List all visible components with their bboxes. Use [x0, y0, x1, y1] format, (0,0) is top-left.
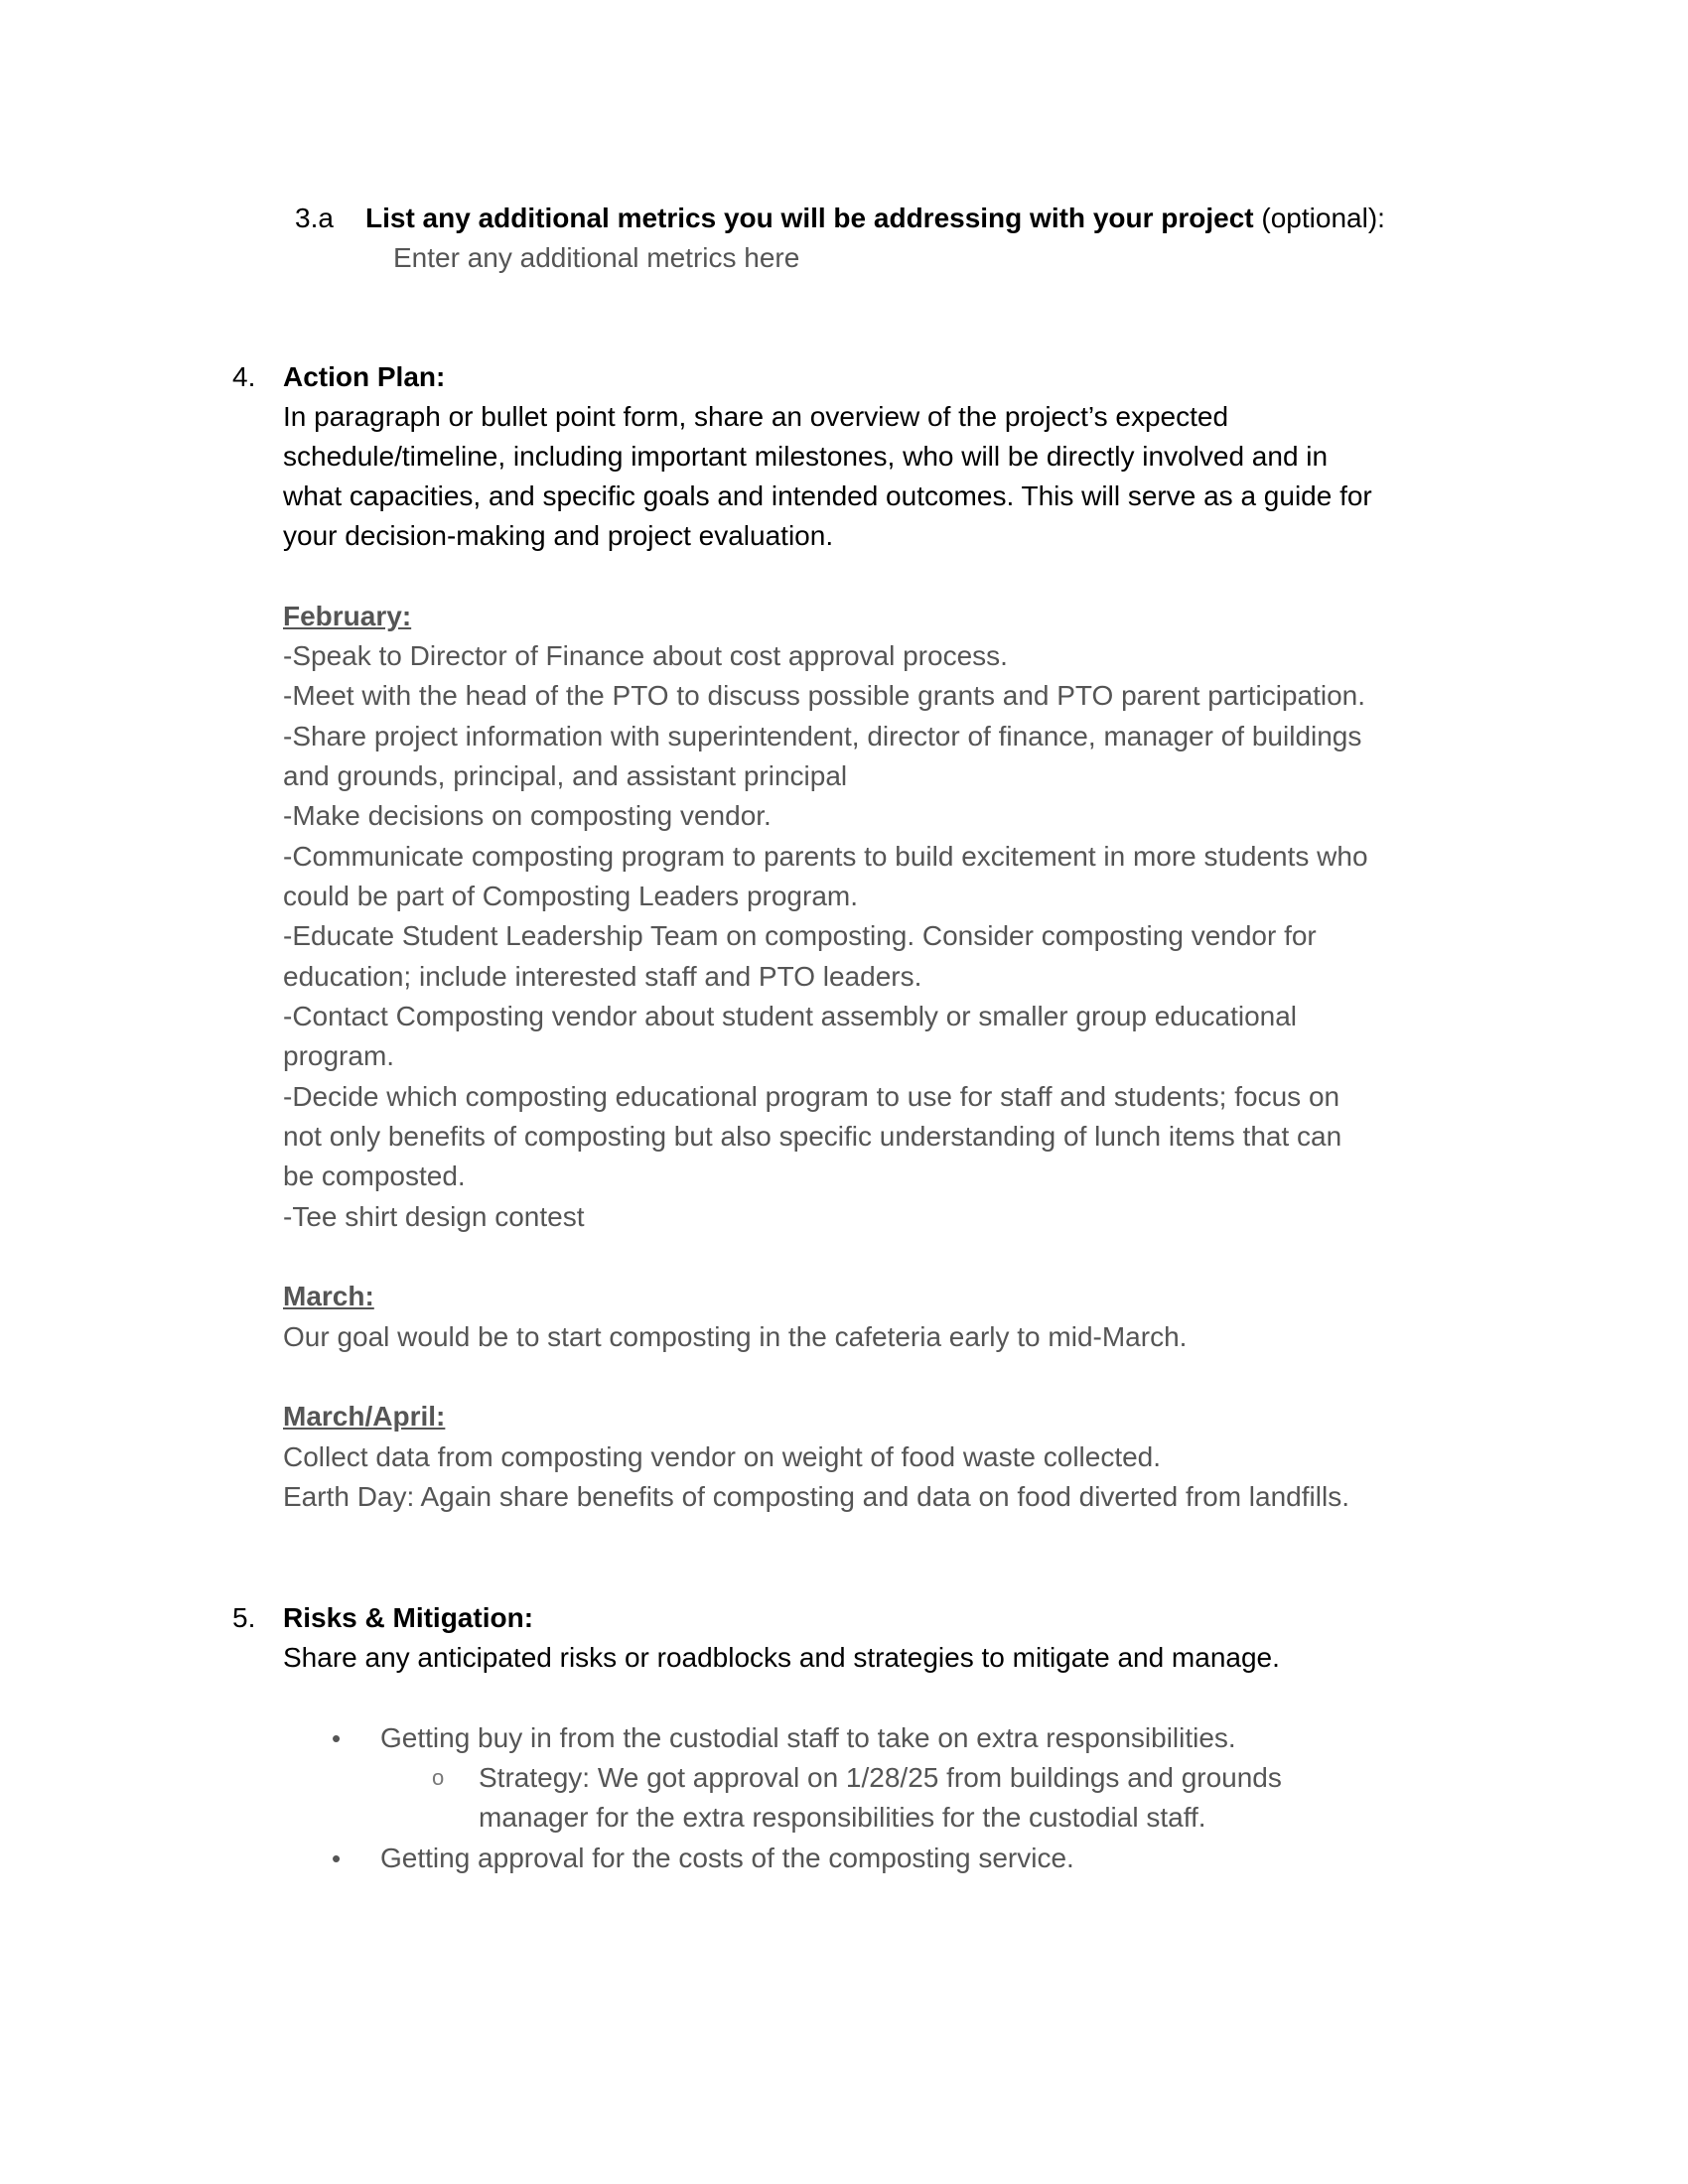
risk-bullet: Getting buy in from the custodial staff to take on extra responsibilities. [380, 1722, 1236, 1753]
february-line: -Share project information with superintendent, director of finance, manager of buildings [283, 721, 1362, 751]
bullet-icon: • [332, 1843, 342, 1873]
march-april-line: Earth Day: Again share benefits of composting and data on food diverted from landfills. [283, 1481, 1349, 1512]
strategy-line: manager for the extra responsibilities for the custodial staff. [479, 1802, 1206, 1833]
strategy-line: Strategy: We got approval on 1/28/25 from buildings and grounds [479, 1762, 1282, 1793]
february-line: -Contact Composting vendor about student assembly or smaller group educational [283, 1001, 1298, 1031]
section-3a-answer: Enter any additional metrics here [393, 242, 800, 273]
sub-bullet-icon: o [432, 1765, 445, 1790]
february-line: -Make decisions on composting vendor. [283, 800, 772, 831]
february-line: education; include interested staff and PTO leaders. [283, 961, 922, 992]
section-4-number: 4. [232, 361, 256, 392]
february-line: -Speak to Director of Finance about cost approval process. [283, 640, 1008, 671]
february-line: -Communicate composting program to parents to build excitement in more students who [283, 841, 1368, 872]
risk-bullet: Getting approval for the costs of the composting service. [380, 1843, 1074, 1873]
section-4-prompt-line: your decision-making and project evaluation. [283, 520, 834, 551]
march-heading: March: [283, 1281, 374, 1311]
section-4-title: Action Plan: [283, 361, 446, 392]
february-line: could be part of Composting Leaders program. [283, 881, 858, 911]
february-line: -Tee shirt design contest [283, 1201, 585, 1232]
section-5-prompt: Share any anticipated risks or roadblocks and strategies to mitigate and manage. [283, 1642, 1280, 1673]
february-line: not only benefits of composting but also specific understanding of lunch items that can [283, 1121, 1342, 1152]
section-4-prompt-line: what capacities, and specific goals and intended outcomes. This will serve as a guide for [283, 480, 1372, 511]
section-3a-suffix: (optional): [1261, 203, 1385, 233]
march-april-line: Collect data from composting vendor on weight of food waste collected. [283, 1441, 1162, 1472]
february-line: -Educate Student Leadership Team on composting. Consider composting vendor for [283, 920, 1317, 951]
february-line: -Decide which composting educational program to use for staff and students; focus on [283, 1081, 1340, 1112]
february-line: and grounds, principal, and assistant principal [283, 760, 848, 791]
march-april-heading: March/April: [283, 1401, 446, 1432]
february-line: be composted. [283, 1160, 466, 1191]
section-4-prompt-line: In paragraph or bullet point form, share an overview of the project’s expected [283, 401, 1229, 432]
section-4-prompt-line: schedule/timeline, including important milestones, who will be directly involved and in [283, 441, 1329, 472]
section-5-title: Risks & Mitigation: [283, 1602, 534, 1633]
february-line: -Meet with the head of the PTO to discuss possible grants and PTO parent participation. [283, 680, 1366, 711]
section-3a-heading [365, 199, 1385, 238]
february-line: program. [283, 1040, 395, 1071]
bullet-icon: • [332, 1723, 342, 1753]
section-3a-number: 3.a [295, 203, 334, 233]
february-heading: February: [283, 601, 412, 631]
section-5-number: 5. [232, 1602, 256, 1633]
march-line: Our goal would be to start composting in the cafeteria early to mid-March. [283, 1321, 1188, 1352]
section-3a-title: List any additional metrics you will be addressing with your project [365, 203, 1254, 233]
